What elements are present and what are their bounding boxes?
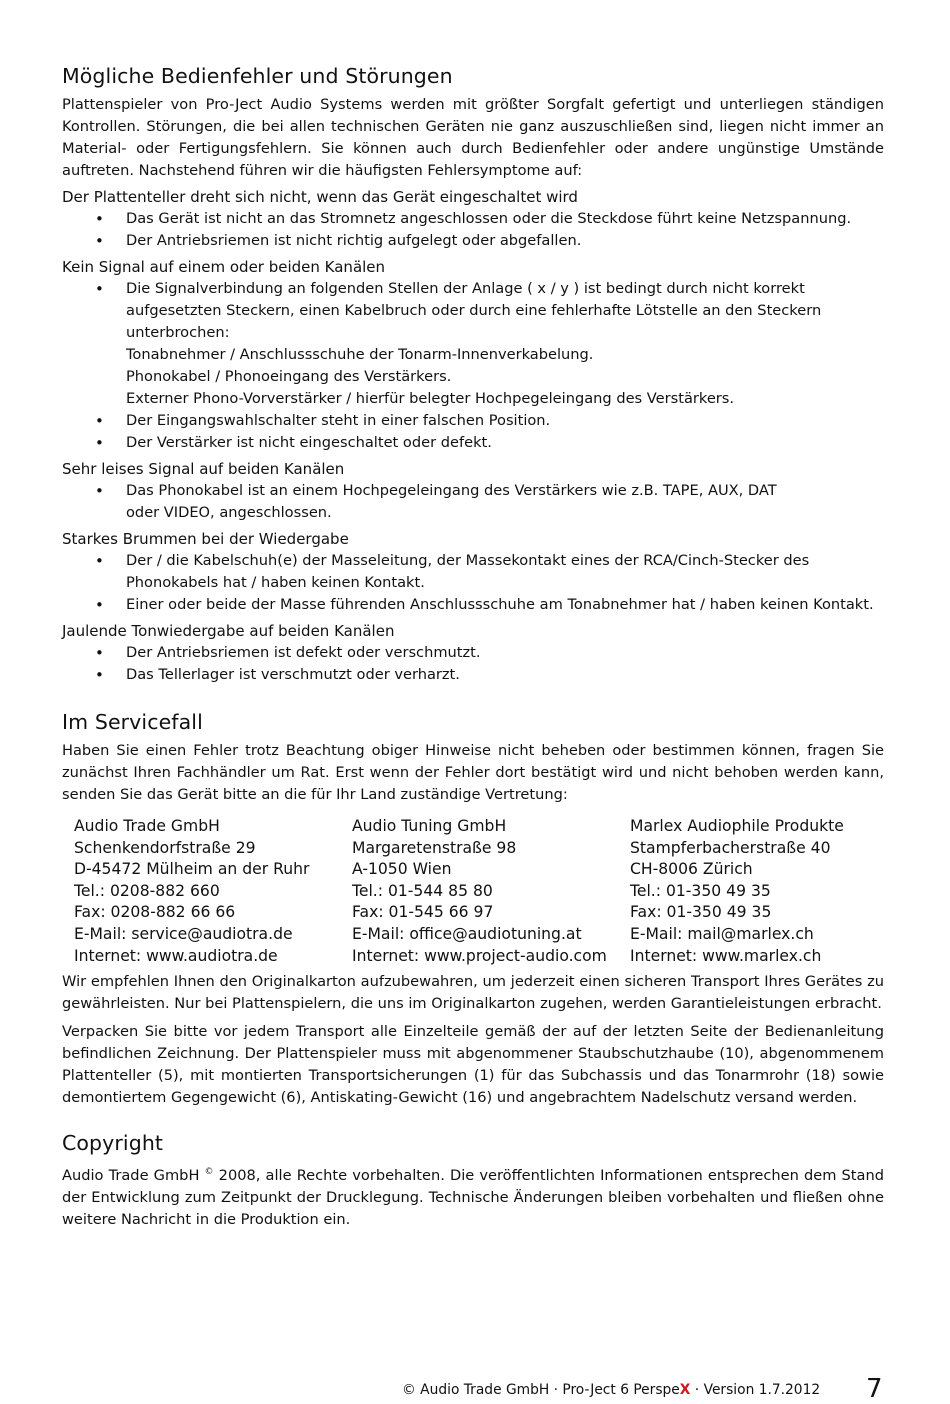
company-name: Marlex Audiophile Produkte xyxy=(630,817,844,835)
symptom-list xyxy=(62,550,884,616)
list-item: • Das Tellerlager ist verschmutzt oder verharzt. xyxy=(62,664,884,686)
list-item xyxy=(62,480,884,524)
symptom-heading: Starkes Brummen bei der Wiedergabe xyxy=(62,530,349,548)
email: E-Mail: service@audiotra.de xyxy=(74,924,293,943)
website: Internet: www.audiotra.de xyxy=(74,946,278,965)
copyright-text-start: Audio Trade GmbH xyxy=(62,1167,205,1185)
list-item xyxy=(62,550,884,594)
city: A-1050 Wien xyxy=(352,860,452,879)
list-item-line: oder VIDEO, angeschlossen. xyxy=(126,504,332,521)
website: Internet: www.project-audio.com xyxy=(352,946,607,965)
address-block-switzerland xyxy=(630,816,890,967)
street: Margaretenstraße 98 xyxy=(352,838,517,857)
footer-text: © Audio Trade GmbH · Pro-Ject 6 Perspe xyxy=(402,1382,680,1398)
section-title-service: Im Servicefall xyxy=(62,710,203,734)
phone: Tel.: 0208-882 660 xyxy=(74,881,220,900)
address-block-austria xyxy=(352,816,630,967)
list-item-line: • Der / die Kabelschuh(e) der Masseleitung, der Massekontakt eines der RCA/Cinch-Stecker des xyxy=(126,552,810,569)
symptom-list xyxy=(62,278,884,454)
fax: Fax: 01-350 49 35 xyxy=(630,903,772,922)
section-title-copyright: Copyright xyxy=(62,1131,164,1156)
fax: Fax: 0208-882 66 66 xyxy=(74,903,236,922)
manual-page xyxy=(62,64,884,1231)
symptom-list xyxy=(62,642,884,686)
list-item-line: Tonabnehmer / Anschlussschuhe der Tonarm-Innenverkabelung. xyxy=(126,346,594,363)
company-name: Audio Trade GmbH xyxy=(74,817,220,835)
list-item: • Der Antriebsriemen ist defekt oder verschmutzt. xyxy=(62,642,884,664)
list-item: • Das Gerät ist nicht an das Stromnetz angeschlossen oder die Steckdose führt keine Netzspannung. xyxy=(62,208,884,230)
section-title-troubleshooting: Mögliche Bedienfehler und Störungen xyxy=(62,64,453,88)
footer-version: · Version 1.7.2012 xyxy=(690,1382,821,1398)
transport-instructions: Verpacken Sie bitte vor jedem Transport alle Einzelteile gemäß der auf der letzten Seite der Bedienanleitung befindlichen Zeichnung. Der Plattenspieler muss mit abgenommener Staubschutzhaube (10), abgenommenem Plattenteller (5), mit montierten Transportsicherungen (1) für das Subchassis und das Tonarmrohr (18) sowie demontiertem Gegengewicht (6), Antiskating-Gewicht (16) und angebrachtem Nadelschutz versand werden. xyxy=(62,1023,884,1107)
list-item-line: Externer Phono-Vorverstärker / hierfür belegter Hochpegeleingang des Verstärkers. xyxy=(126,390,735,407)
city: D-45472 Mülheim an der Ruhr xyxy=(74,860,310,879)
email: E-Mail: office@audiotuning.at xyxy=(352,924,582,943)
company-name: Audio Tuning GmbH xyxy=(352,817,507,835)
phone: Tel.: 01-350 49 35 xyxy=(630,881,771,900)
symptom-heading: Jaulende Tonwiedergabe auf beiden Kanälen xyxy=(62,622,395,640)
list-item-line: Phonokabels hat / haben keinen Kontakt. xyxy=(126,574,425,591)
troubleshooting-intro: Plattenspieler von Pro-Ject Audio Systems werden mit größter Sorgfalt gefertigt und unterliegen ständigen Kontrollen. Störungen, die bei allen technischen Geräten nie ganz auszuschließen sind, liegen nicht immer an Material- oder Fertigungsfehlern. Sie können auch durch Bedienfehler oder andere ungünstige Umstände auftreten. Nachstehend führen wir die häufigsten Fehlersymptome auf: xyxy=(62,96,884,179)
packaging-note: Wir empfehlen Ihnen den Originalkarton aufzubewahren, um jederzeit einen sicheren Transport Ihres Gerätes zu gewährleisten. Nur bei Plattenspielern, die uns im Originalkarton zugehen, werden Garantieleistungen erbracht. xyxy=(62,973,884,1013)
symptom-list xyxy=(62,480,884,524)
list-item-line: Phonokabel / Phonoeingang des Verstärkers. xyxy=(126,368,452,385)
website: Internet: www.marlex.ch xyxy=(630,946,822,965)
symptom-list xyxy=(62,208,884,252)
copyright-symbol: © xyxy=(204,1167,214,1178)
copyright-text-end: 2008, alle Rechte vorbehalten. Die veröffentlichten Informationen entsprechen dem Stand der Entwicklung zum Zeitpunkt der Drucklegung. Technische Änderungen bleiben vorbehalten und fließen ohne weitere Nachricht in die Produktion ein. xyxy=(62,1167,884,1229)
symptom-heading: Sehr leises Signal auf beiden Kanälen xyxy=(62,460,345,478)
footer-brand-x: X xyxy=(679,1382,691,1398)
service-intro: Haben Sie einen Fehler trotz Beachtung obiger Hinweise nicht beheben oder bestimmen können, fragen Sie zunächst Ihren Fachhändler um Rat. Erst wenn der Fehler dort bestätigt wird und nicht behoben werden kann, senden Sie das Gerät bitte an die für Ihr Land zuständige Vertretung: xyxy=(62,742,884,803)
copyright-text xyxy=(62,1161,884,1231)
address-block-germany xyxy=(74,816,352,967)
list-item-line: • Das Phonokabel ist an einem Hochpegeleingang des Verstärkers wie z.B. TAPE, AUX, DAT xyxy=(126,482,777,499)
list-item: • Einer oder beide der Masse führenden Anschlussschuhe am Tonabnehmer hat / haben keinen Kontakt. xyxy=(62,594,884,616)
list-item xyxy=(62,278,884,410)
email: E-Mail: mail@marlex.ch xyxy=(630,924,814,943)
distributor-addresses xyxy=(74,816,884,967)
list-item-line: aufgesetzten Steckern, einen Kabelbruch oder durch eine fehlerhafte Lötstelle an den Steckern xyxy=(126,302,822,319)
fax: Fax: 01-545 66 97 xyxy=(352,903,494,922)
symptom-heading: Kein Signal auf einem oder beiden Kanälen xyxy=(62,258,386,276)
street: Stampferbacherstraße 40 xyxy=(630,838,831,857)
list-item: • Der Antriebsriemen ist nicht richtig aufgelegt oder abgefallen. xyxy=(62,230,884,252)
page-number: 7 xyxy=(866,1374,883,1404)
page-footer xyxy=(402,1380,820,1400)
list-item-line: unterbrochen: xyxy=(126,324,230,341)
list-item-line: • Die Signalverbindung an folgenden Stellen der Anlage ( x / y ) ist bedingt durch nicht korrekt xyxy=(126,280,805,297)
symptom-heading: Der Plattenteller dreht sich nicht, wenn das Gerät eingeschaltet wird xyxy=(62,188,578,206)
city: CH-8006 Zürich xyxy=(630,860,753,879)
street: Schenkendorfstraße 29 xyxy=(74,838,256,857)
list-item: • Der Verstärker ist nicht eingeschaltet oder defekt. xyxy=(62,432,884,454)
list-item: • Der Eingangswahlschalter steht in einer falschen Position. xyxy=(62,410,884,432)
phone: Tel.: 01-544 85 80 xyxy=(352,881,493,900)
